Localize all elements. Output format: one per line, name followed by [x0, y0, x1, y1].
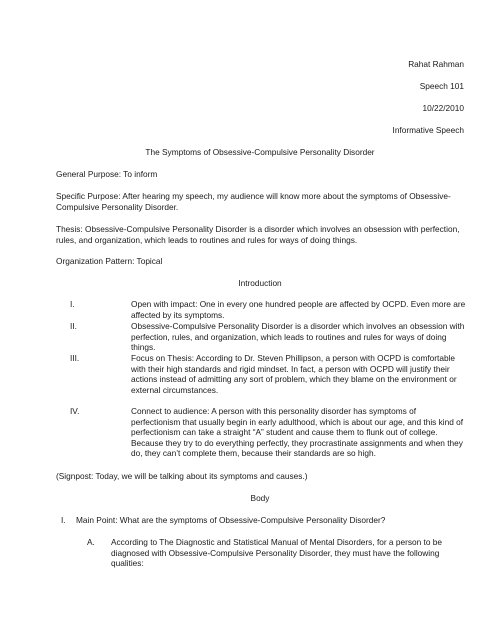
intro-item-text: Obsessive-Compulsive Personality Disorder is a disorder which involves an obsession with perfection, rules, and organization, which leads to routines and rules for ways of doing things. [131, 321, 465, 353]
intro-item-number: IV. [70, 406, 80, 416]
specific-purpose: Specific Purpose: After hearing my speech, my audience will know more about the symptoms of Obsessive-Compulsive Personality Disorder. [56, 191, 451, 212]
organization-pattern: Organization Pattern: Topical [56, 256, 163, 266]
general-purpose: General Purpose: To inform [56, 169, 158, 179]
intro-item-number: III. [70, 353, 80, 363]
thesis: Thesis: Obsessive-Compulsive Personality Disorder is a disorder which involves an obsession with perfection, rules, and organization, which leads to routines and rules for ways of doing things. [56, 224, 460, 245]
body-heading: Body [250, 493, 270, 503]
sub-point-text: According to The Diagnostic and Statistical Manual of Mental Disorders, for a person to be diagnosed with Obsessive-Compulsive Personality Disorder, they must have the following qualities: [111, 537, 442, 569]
speech-type: Informative Speech [392, 125, 464, 135]
main-point-number: I. [61, 515, 66, 525]
introduction-heading: Introduction [238, 278, 282, 288]
speech-date: 10/22/2010 [422, 103, 464, 113]
intro-item-text: Focus on Thesis: According to Dr. Steven Phillipson, a person with OCPD is comfortable with their high standards and rigid mindset. In fact, a person with OCPD will justify their actions instead of admitting any sort of problem, which they blame on the environment or external circumstances. [131, 353, 457, 395]
course-name: Speech 101 [419, 81, 464, 91]
intro-item-text: Connect to audience: A person with this personality disorder has symptoms of perfectionism that usually begin in early adulthood, which is about our age, and this kind of perfectionism can take a straight “A” student and cause them to flunk out of college. Because they try to do everything perfectly, they procrastinate assignments and when they do, they can’t complete them, because their standards are so high. [131, 406, 464, 459]
sub-point-number: A. [87, 537, 95, 547]
intro-item-number: I. [70, 299, 75, 309]
document-title: The Symptoms of Obsessive-Compulsive Personality Disorder [145, 147, 375, 157]
main-point-text: Main Point: What are the symptoms of Obsessive-Compulsive Personality Disorder? [76, 515, 386, 525]
signpost: (Signpost: Today, we will be talking about its symptoms and causes.) [56, 471, 308, 481]
author-name: Rahat Rahman [408, 59, 464, 69]
intro-item-number: II. [70, 321, 77, 331]
intro-item-text: Open with impact: One in every one hundred people are affected by OCPD. Even more are affected by its symptoms. [131, 299, 466, 320]
